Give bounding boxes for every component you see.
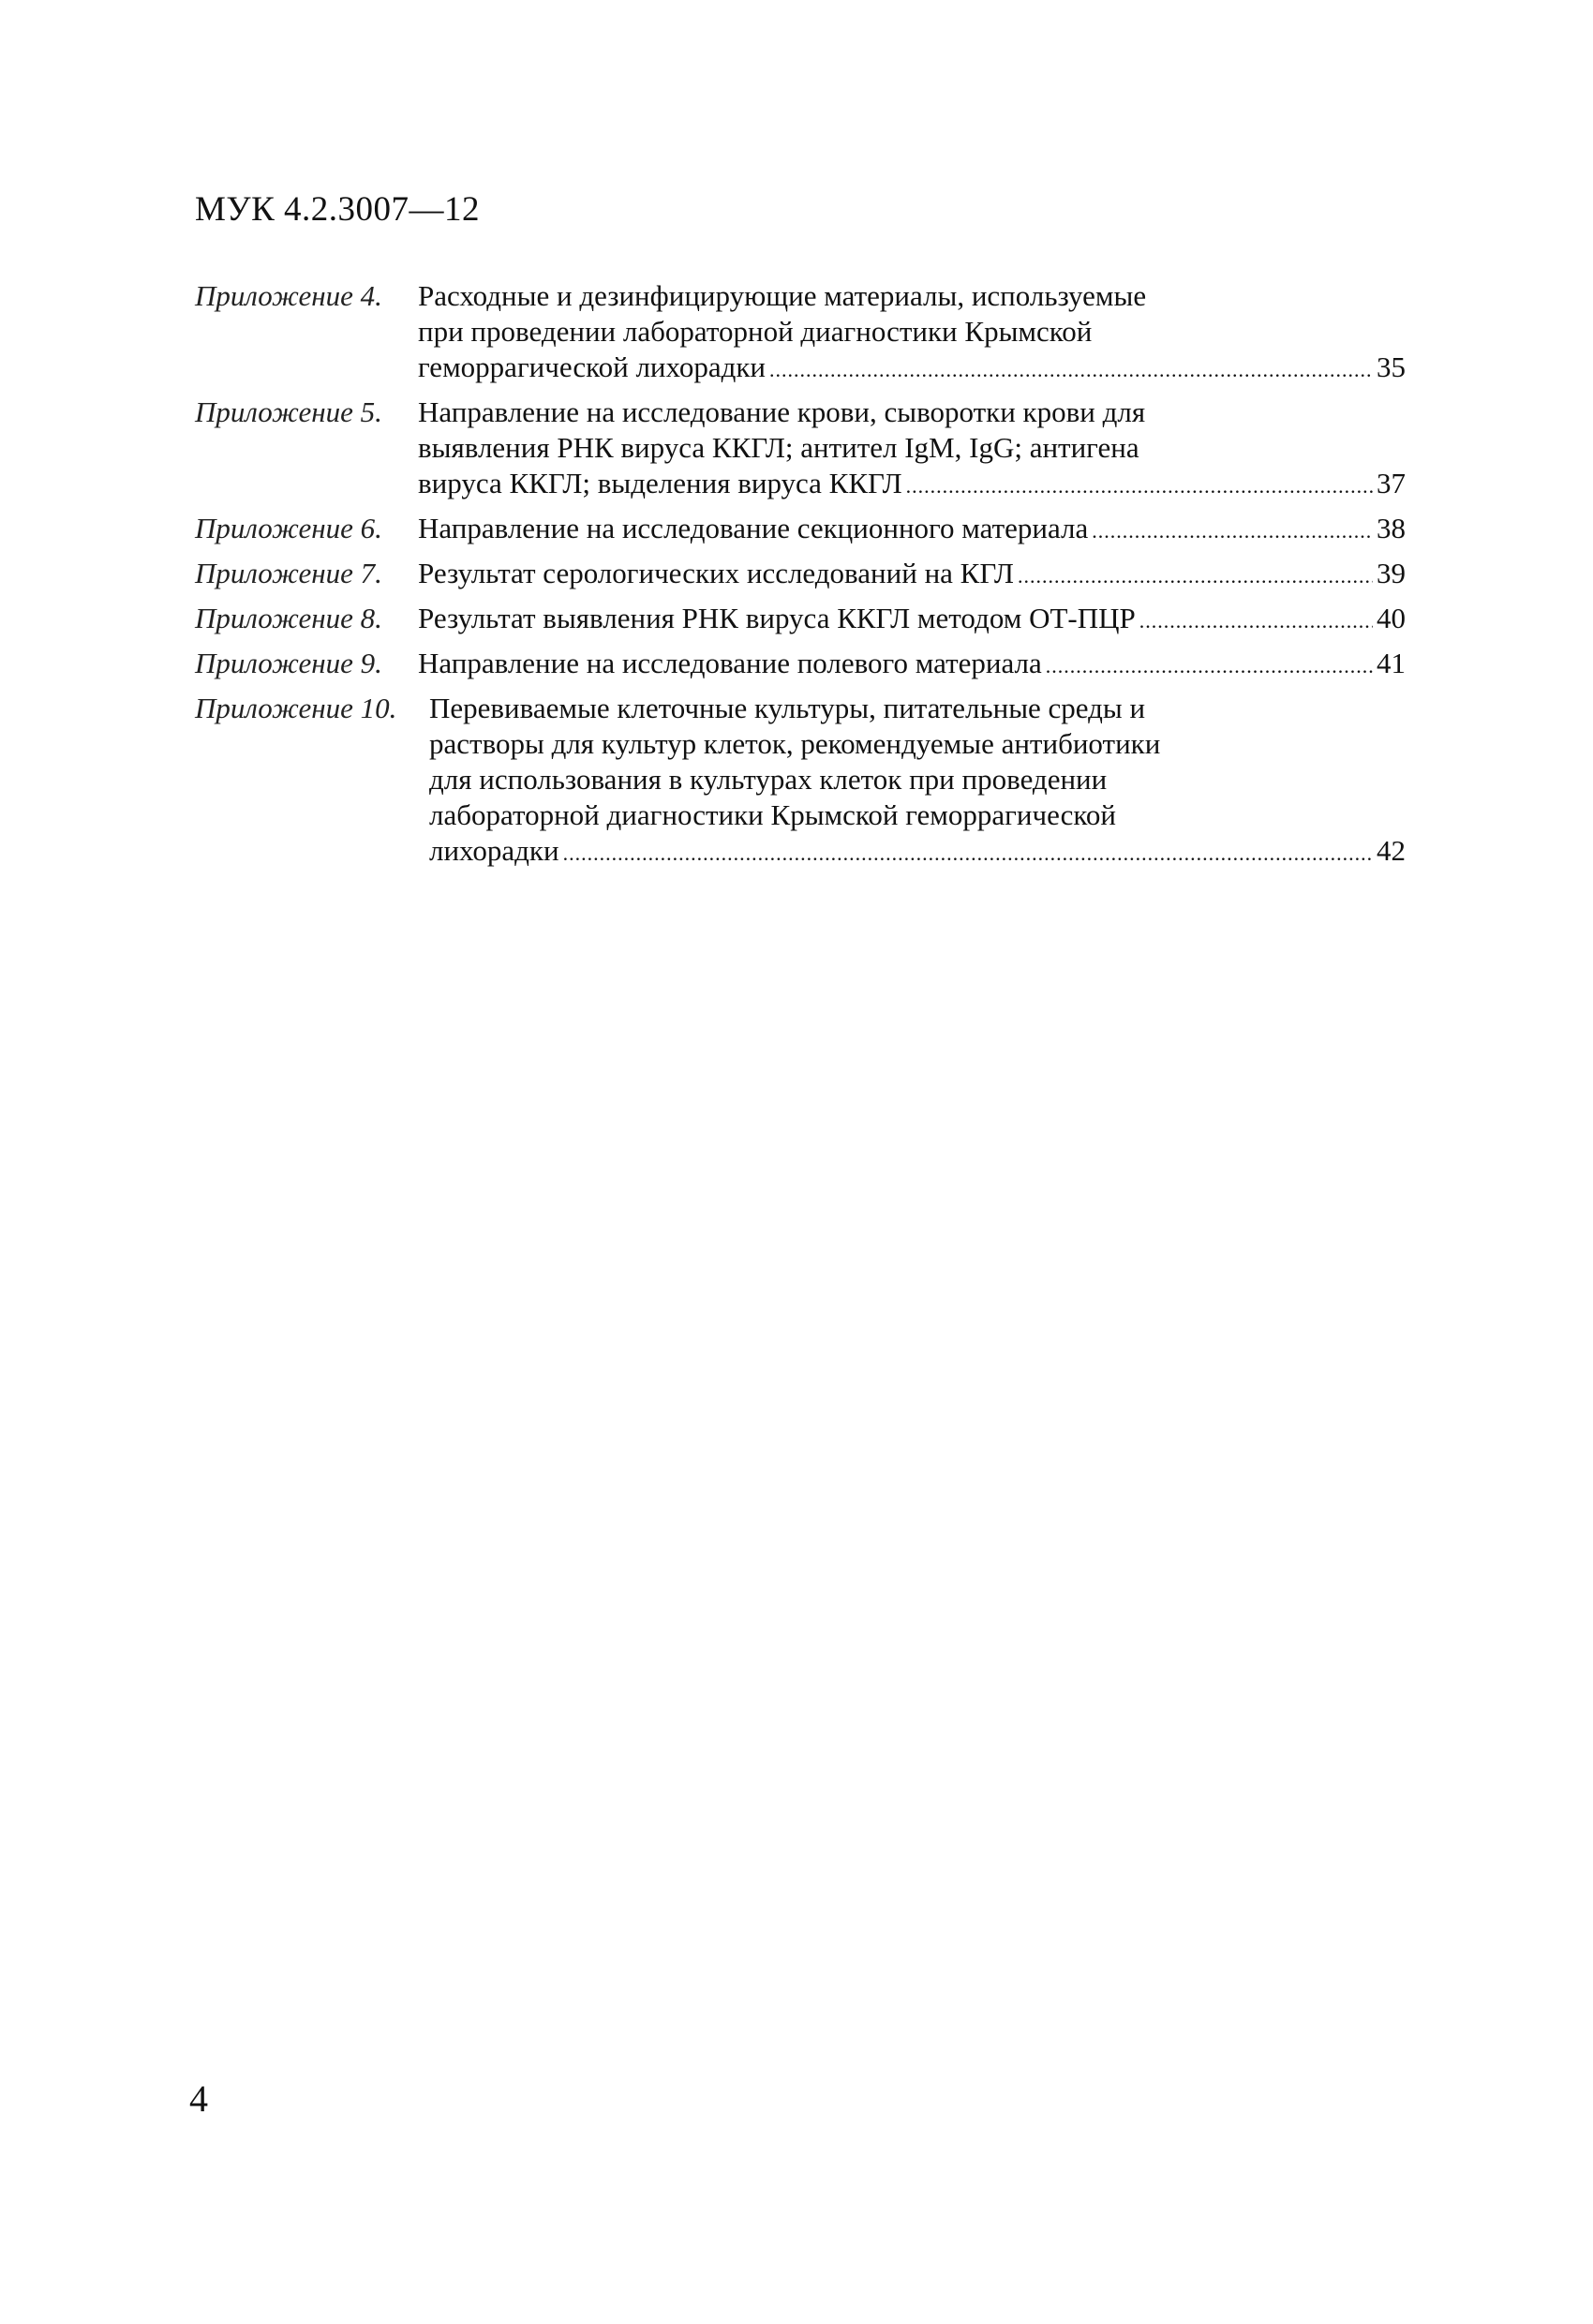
toc-entry[interactable] bbox=[195, 511, 1406, 549]
toc-dot-leader bbox=[1046, 648, 1373, 684]
toc-entry-title-line: растворы для культур клеток, рекомендуемые антибиотики bbox=[429, 727, 1161, 760]
toc-page-number: 40 bbox=[1377, 602, 1406, 634]
toc-entry-title-line: Направление на исследование полевого материала bbox=[418, 647, 1042, 679]
toc-dot-leader bbox=[1092, 514, 1373, 549]
page-number: 4 bbox=[189, 2078, 208, 2120]
toc-entry-title bbox=[418, 646, 1406, 684]
toc-dot-leader bbox=[906, 469, 1373, 504]
toc-entry-title-line: Результат серологических исследований на КГЛ bbox=[418, 557, 1014, 589]
toc-entry[interactable] bbox=[195, 646, 1406, 684]
toc-entry-label: Приложение 7. bbox=[195, 557, 382, 589]
toc-entry-title-line: для использования в культурах клеток при проведении bbox=[429, 763, 1108, 796]
toc-entry-label: Приложение 5. bbox=[195, 395, 382, 428]
toc-entry-label: Приложение 6. bbox=[195, 512, 382, 544]
toc-entry-title bbox=[418, 511, 1406, 549]
toc-entry-title-line: геморрагической лихорадки bbox=[418, 350, 767, 383]
toc-entry-label: Приложение 4. bbox=[195, 279, 382, 312]
toc-entry-title-line: при проведении лабораторной диагностики Крымской bbox=[418, 315, 1093, 348]
toc-entry[interactable] bbox=[195, 395, 1406, 504]
toc-entry-title-line: Расходные и дезинфицирующие материалы, используемые bbox=[418, 279, 1147, 312]
toc-entry-title-line: Направление на исследование секционного материала bbox=[418, 512, 1089, 544]
toc-dot-leader bbox=[1139, 603, 1373, 639]
toc-entry[interactable] bbox=[195, 601, 1406, 639]
toc-entry-title-line: лихорадки bbox=[429, 834, 559, 867]
toc-entry-title bbox=[418, 278, 1406, 388]
toc-page-number: 39 bbox=[1377, 557, 1406, 589]
toc-entry-label: Приложение 10. bbox=[195, 692, 397, 724]
toc-entry-label: Приложение 8. bbox=[195, 602, 382, 634]
toc-page-number: 37 bbox=[1377, 467, 1406, 499]
toc-entry-label: Приложение 9. bbox=[195, 647, 382, 679]
toc-entry-title bbox=[418, 556, 1406, 594]
toc-entry-title bbox=[429, 691, 1406, 872]
toc-entry-title bbox=[418, 601, 1406, 639]
toc-page-number: 35 bbox=[1377, 350, 1406, 383]
document-code-header: МУК 4.2.3007—12 bbox=[195, 190, 481, 229]
toc-entry-title bbox=[418, 395, 1406, 504]
toc-entry-title-line: вируса ККГЛ; выделения вируса ККГЛ bbox=[418, 467, 902, 499]
toc-page-number: 41 bbox=[1377, 647, 1406, 679]
toc-entry-title-line: Перевиваемые клеточные культуры, питательные среды и bbox=[429, 692, 1146, 724]
toc-entry[interactable] bbox=[195, 278, 1406, 388]
toc-entry-title-line: Направление на исследование крови, сыворотки крови для bbox=[418, 395, 1146, 428]
toc-entry[interactable] bbox=[195, 691, 1406, 872]
toc-page-number: 42 bbox=[1377, 834, 1406, 867]
toc-dot-leader bbox=[1018, 559, 1373, 594]
toc-entry-title-line: выявления РНК вируса ККГЛ; антител IgM, IgG; антигена bbox=[418, 431, 1139, 464]
toc-entry[interactable] bbox=[195, 556, 1406, 594]
toc-dot-leader bbox=[563, 836, 1373, 872]
toc-entry-title-line: лабораторной диагностики Крымской геморрагической bbox=[429, 798, 1116, 831]
toc-page-number: 38 bbox=[1377, 512, 1406, 544]
toc-dot-leader bbox=[769, 352, 1373, 388]
table-of-contents bbox=[195, 278, 1406, 878]
toc-entry-title-line: Результат выявления РНК вируса ККГЛ методом ОТ-ПЦР bbox=[418, 602, 1136, 634]
